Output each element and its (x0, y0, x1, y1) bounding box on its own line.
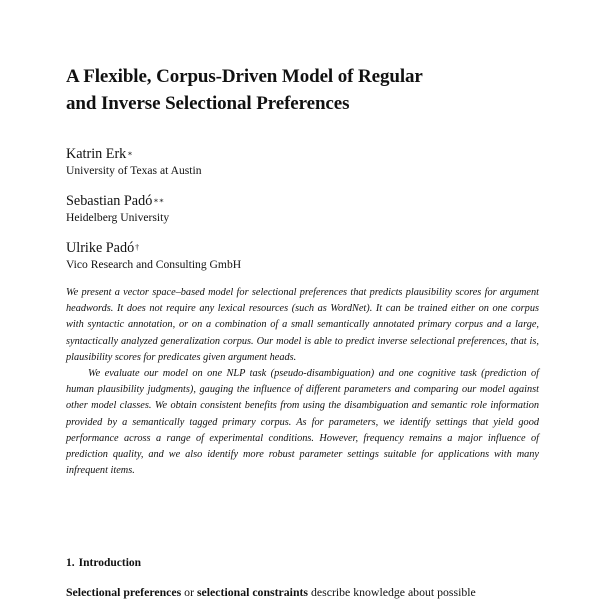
author-affiliation: Heidelberg University (66, 211, 170, 224)
author-affiliation: Vico Research and Consulting GmbH (66, 258, 242, 271)
term-selectional-constraints: selectional constraints (196, 585, 309, 599)
author-block (66, 193, 486, 225)
paper-title (66, 63, 546, 117)
footnote-mark: ∗ (127, 149, 133, 158)
section-number: 1. (66, 557, 75, 569)
abstract (66, 285, 539, 479)
author-name (66, 193, 486, 210)
term-selectional-preferences: Selectional preferences (66, 585, 182, 599)
body-continuation: describe knowledge about possible (310, 585, 476, 599)
author-name-text: Katrin Erk (66, 146, 127, 162)
abstract-paragraph-2: We evaluate our model on one NLP task (pseudo-disambiguation) and one cognitive task (prediction of human plausibility judgments), gauging the influence of different parameters and comparing our model against other model classes. We obtain consistent benefits from using the disambiguation and semantic role information provided by a semantically tagged primary corpus. As for parameters, we identify settings that yield good performance across a range of experimental conditions. However, frequency remains a major influence of prediction quality, and we also identify more robust parameter settings suitable for applications with many infrequent items. (66, 368, 539, 477)
author-name (66, 146, 486, 163)
title-line-1: A Flexible, Corpus-Driven Model of Regular (66, 66, 423, 87)
author-block (66, 146, 486, 178)
body-text (66, 585, 540, 600)
author-name-text: Ulrike Padó (66, 240, 135, 256)
footnote-mark: † (135, 243, 140, 252)
section-heading (66, 556, 141, 571)
author-block (66, 240, 486, 272)
section-title: Introduction (78, 557, 142, 569)
abstract-paragraph-1: We present a vector space–based model for selectional preferences that predicts plausibility scores for argument headwords. It does not require any lexical resources (such as WordNet). It can be trained either on one corpus with syntactic annotation, or on a combination of a small semantically annotated primary corpus and a large, syntactically analyzed generalization corpus. Our model is able to predict inverse selectional preferences, that is, plausibility scores for predicates given argument heads. (66, 287, 539, 363)
author-name-text: Sebastian Padó (66, 193, 153, 209)
author-affiliation: University of Texas at Austin (66, 164, 202, 177)
author-name (66, 240, 486, 257)
title-line-2: and Inverse Selectional Preferences (66, 93, 350, 114)
footnote-mark: ∗∗ (153, 196, 165, 205)
body-connector: or (184, 585, 194, 599)
